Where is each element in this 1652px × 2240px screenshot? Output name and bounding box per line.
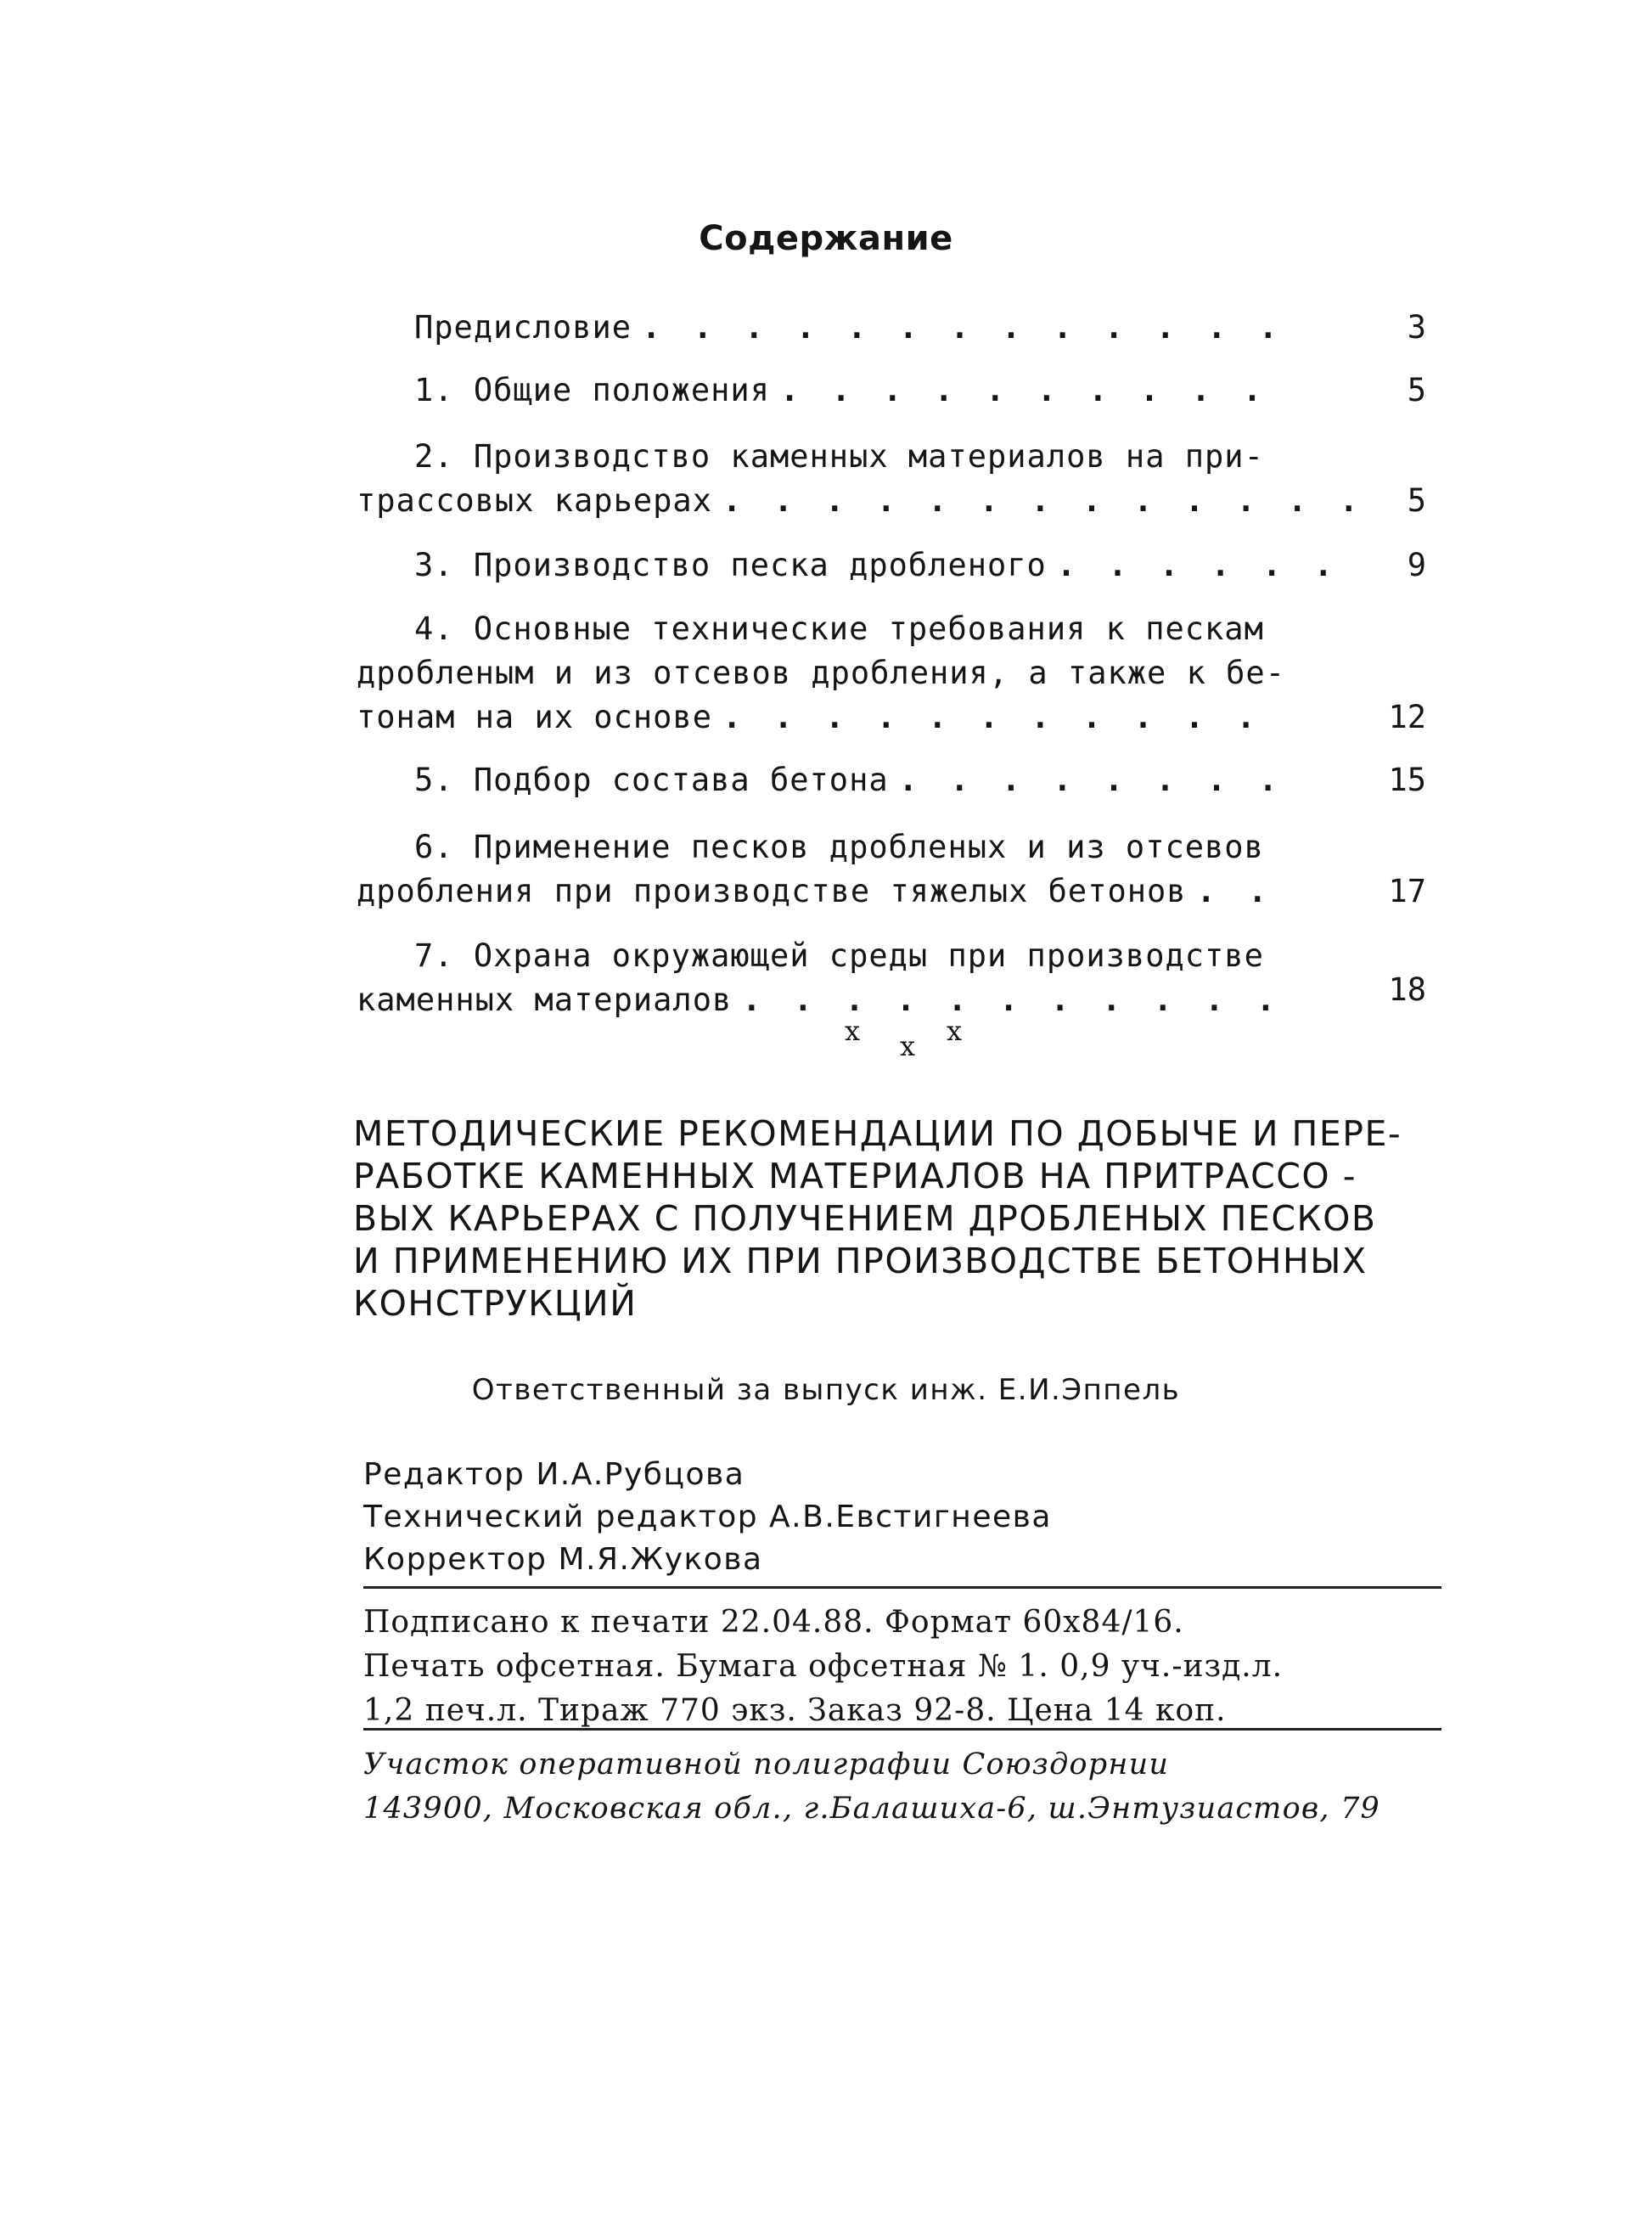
toc-entry-text: тонам на их основе: [357, 699, 712, 735]
imprint-line: Печать офсетная. Бумага офсетная № 1. 0,9 уч.-изд.л.: [363, 1649, 1284, 1684]
book-title: [353, 1112, 1457, 1325]
book-title-line: МЕТОДИЧЕСКИЕ РЕКОМЕНДАЦИИ ПО ДОБЫЧЕ И ПЕРЕ-: [353, 1113, 1402, 1154]
printer-info: [363, 1742, 1380, 1831]
toc-leader-dots: [899, 758, 1292, 802]
toc-entry-text: 2. Производство каменных материалов на при-: [414, 438, 1264, 475]
separator-mark: x: [900, 1030, 916, 1062]
toc-entry-text: трассовых карьерах: [357, 482, 712, 519]
toc-page-number: 18: [1388, 971, 1426, 1008]
toc-page-number: 15: [1388, 762, 1426, 798]
proofreader-line: Корректор М.Я.Жукова: [363, 1542, 763, 1577]
toc-entry-text: дробления при производстве тяжелых бетонов: [357, 873, 1187, 909]
separator-mark: x: [947, 1015, 963, 1047]
toc-entry-line: [414, 607, 1264, 651]
toc-page-number: 17: [1388, 873, 1426, 909]
toc-entry-line: [414, 758, 1299, 802]
divider-rule: [363, 1586, 1441, 1589]
toc-entry-line: [357, 651, 1285, 695]
toc-heading: Содержание: [699, 219, 953, 258]
toc-leader-dots: [722, 479, 1351, 523]
toc-entry-text: 5. Подбор состава бетона: [414, 762, 889, 798]
toc-leader-dots: [780, 369, 1292, 413]
imprint-details: [363, 1601, 1283, 1733]
toc-page-number: 12: [1388, 699, 1426, 735]
toc-entry-line: [357, 870, 1299, 914]
toc-entry-line: [357, 479, 1358, 523]
toc-page-number: 5: [1407, 482, 1426, 519]
section-separator: [0, 1015, 1652, 1074]
responsible-person: Ответственный за выпуск инж. Е.И.Эппель: [471, 1373, 1181, 1407]
toc-entry-text: 6. Применение песков дробленых и из отсевов: [414, 829, 1264, 865]
toc-entry-line: [357, 695, 1299, 740]
separator-mark: x: [845, 1015, 861, 1047]
toc-leader-dots: [642, 306, 1292, 350]
toc-entry-line: [414, 435, 1264, 479]
book-title-line: РАБОТКЕ КАМЕННЫХ МАТЕРИАЛОВ НА ПРИТРАССО -: [353, 1156, 1357, 1196]
toc-page-number: 5: [1407, 372, 1426, 408]
toc-entry-text: 4. Основные технические требования к пескам: [414, 611, 1264, 647]
toc-entry-line: [414, 934, 1264, 978]
book-title-line: И ПРИМЕНЕНИЮ ИХ ПРИ ПРОИЗВОДСТВЕ БЕТОННЫХ: [353, 1241, 1368, 1281]
imprint-line: Подписано к печати 22.04.88. Формат 60х84/16.: [363, 1605, 1184, 1640]
toc-entry-line: [414, 825, 1264, 870]
toc-entry-text: дробленым и из отсевов дробления, а также к бе-: [357, 655, 1285, 691]
toc-entry-line: [414, 306, 1299, 350]
editorial-staff: [363, 1454, 1052, 1581]
toc-entry-line: [414, 543, 1358, 588]
toc-leader-dots: [722, 695, 1292, 740]
toc-entry-text: каменных материалов: [357, 982, 733, 1018]
toc-entry-text: 7. Охрана окружающей среды при производстве: [414, 937, 1264, 974]
book-title-line: КОНСТРУКЦИЙ: [353, 1283, 638, 1324]
book-title-line: ВЫХ КАРЬЕРАХ С ПОЛУЧЕНИЕМ ДРОБЛЕНЫХ ПЕСКОВ: [353, 1198, 1377, 1239]
imprint-line: 1,2 печ.л. Тираж 770 экз. Заказ 92-8. Цена 14 коп.: [363, 1693, 1227, 1728]
toc-entry-line: [414, 369, 1299, 413]
toc-leader-dots: [1057, 543, 1351, 588]
toc-entry-text: Предисловие: [414, 309, 632, 346]
editor-line: Редактор И.А.Рубцова: [363, 1457, 745, 1492]
toc-page-number: 9: [1407, 547, 1426, 583]
toc-leader-dots: [1197, 870, 1292, 914]
printer-name: Участок оперативной полиграфии Союздорнии: [363, 1748, 1170, 1781]
toc-entry-text: 3. Производство песка дробленого: [414, 547, 1047, 583]
toc-page-number: 3: [1407, 309, 1426, 346]
divider-rule: [363, 1728, 1441, 1731]
toc-entry-text: 1. Общие положения: [414, 372, 770, 408]
printer-address: 143900, Московская обл., г.Балашиха-6, ш.Энтузиастов, 79: [363, 1792, 1381, 1826]
technical-editor-line: Технический редактор А.В.Евстигнеева: [363, 1500, 1052, 1534]
